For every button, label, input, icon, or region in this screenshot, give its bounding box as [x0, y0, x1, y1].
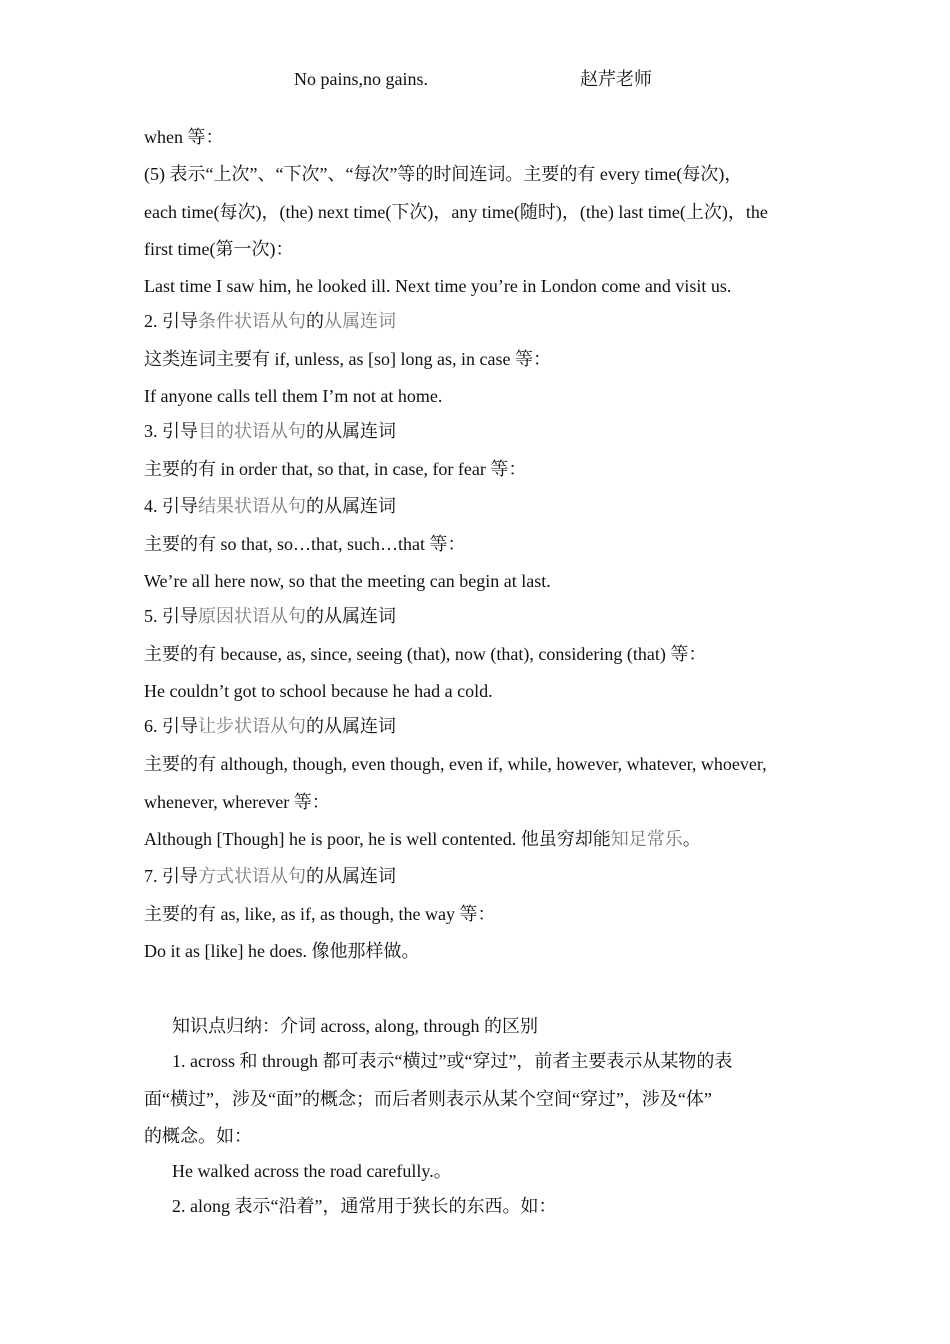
- section-content: 这类连词主要有 if, unless, as [so] long as, in case 等：: [144, 349, 551, 369]
- section-tail-highlight: 从属连词: [324, 311, 396, 331]
- summary-example: He walked across the road carefully.。: [172, 1161, 452, 1181]
- section-content: 主要的有 because, as, since, seeing (that), now (that), considering (that) 等：: [144, 644, 707, 664]
- summary-paragraph: 1. across 和 through 都可表示“横过”或“穿过”，前者主要表示从某物的表: [172, 1051, 733, 1071]
- section-number: 2. 引导: [144, 311, 198, 331]
- section-tail: 的从属连词: [306, 866, 396, 886]
- section-tail: 的从属连词: [306, 716, 396, 736]
- section-term: 方式状语从句: [198, 866, 306, 886]
- section-content: 主要的有 although, though, even though, even if, while, however, whatever, whoever,: [144, 754, 767, 774]
- section-tail: 的从属连词: [306, 421, 396, 441]
- section-example: He couldn’t got to school because he had a cold.: [144, 681, 493, 701]
- section-example: If anyone calls tell them I’m not at home.: [144, 386, 443, 406]
- example-text: Although [Though] he is poor, he is well contented. 他虽穷却能: [144, 829, 611, 849]
- section-heading: [144, 418, 396, 444]
- text-line: when 等：: [144, 127, 224, 147]
- section-number: 3. 引导: [144, 421, 198, 441]
- summary-paragraph: 2. along 表示“沿着”，通常用于狭长的东西。如：: [172, 1196, 557, 1216]
- header-motto: No pains,no gains.: [294, 69, 428, 89]
- section-number: 4. 引导: [144, 496, 198, 516]
- section-content: 主要的有 in order that, so that, in case, for fear 等：: [144, 459, 527, 479]
- section-heading: [144, 308, 396, 334]
- header-teacher: 赵芹老师: [580, 69, 652, 89]
- section-number: 6. 引导: [144, 716, 198, 736]
- summary-paragraph: 面“横过”，涉及“面”的概念；而后者则表示从某个空间“穿过”，涉及“体”: [144, 1089, 712, 1109]
- section-number: 7. 引导: [144, 866, 198, 886]
- summary-paragraph: 的概念。如：: [144, 1126, 252, 1146]
- section-heading: [144, 863, 396, 889]
- example-highlight: 知足常乐: [610, 829, 683, 849]
- section-term: 条件状语从句: [198, 311, 306, 331]
- section-content: whenever, wherever 等：: [144, 792, 330, 812]
- summary-title: 知识点归纳：介词 across, along, through 的区别: [172, 1016, 538, 1036]
- section-content: 主要的有 as, like, as if, as though, the way 等：: [144, 904, 496, 924]
- section-heading: [144, 493, 396, 519]
- text-line: (5) 表示“上次”、“下次”、“每次”等的时间连词。主要的有 every time(每次)，: [144, 164, 743, 184]
- example-end: 。: [682, 829, 701, 849]
- section-term: 目的状语从句: [198, 421, 306, 441]
- section-number: 5. 引导: [144, 606, 198, 626]
- text-line: each time(每次)，(the) next time(下次)，any time(随时)，(the) last time(上次)，the: [144, 202, 768, 222]
- section-heading: [144, 713, 396, 739]
- section-term: 结果状语从句: [198, 496, 306, 516]
- section-heading: [144, 603, 396, 629]
- section-example: We’re all here now, so that the meeting can begin at last.: [144, 571, 551, 591]
- section-tail: 的: [306, 311, 324, 331]
- section-example: [144, 826, 701, 852]
- section-content: 主要的有 so that, so…that, such…that 等：: [144, 534, 466, 554]
- section-term: 让步状语从句: [198, 716, 306, 736]
- section-term: 原因状语从句: [198, 606, 306, 626]
- section-example: Do it as [like] he does. 像他那样做。: [144, 941, 420, 961]
- text-line: first time(第一次)：: [144, 239, 294, 259]
- example-line: Last time I saw him, he looked ill. Next time you’re in London come and visit us.: [144, 276, 732, 296]
- section-tail: 的从属连词: [306, 606, 396, 626]
- section-tail: 的从属连词: [306, 496, 396, 516]
